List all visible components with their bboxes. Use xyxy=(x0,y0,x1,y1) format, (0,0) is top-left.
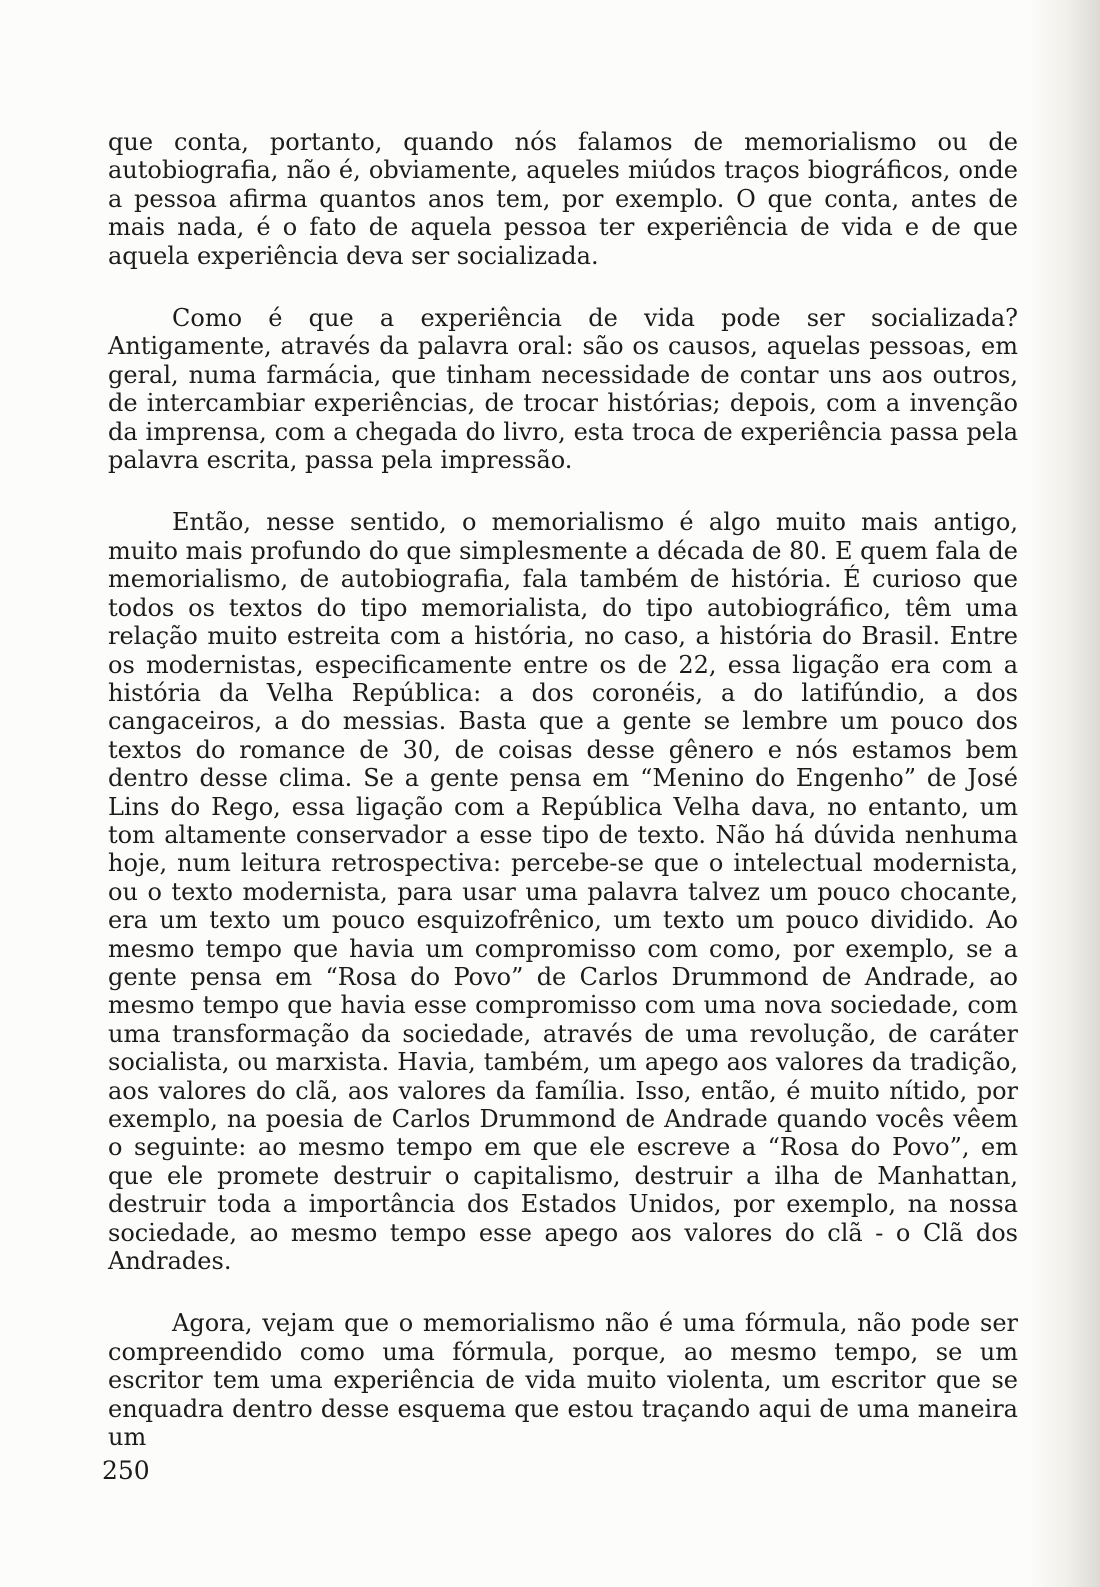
paragraph-4: Agora, vejam que o memorialismo não é uma fórmula, não pode ser compreendido como uma fórmula, porque, ao mesmo tempo, se um escritor tem uma experiência de vida muito violenta, um escritor que se enquadra dentro desse esquema que estou traçando aqui de uma maneira um xyxy=(108,1309,1018,1452)
paragraph-2: Como é que a experiência de vida pode ser socializada? Antigamente, através da palavra oral: são os causos, aquelas pessoas, em geral, numa farmácia, que tinham necessidade de contar uns aos outros, de intercambiar experiências, de trocar histórias; depois, com a invenção da imprensa, com a chegada do livro, esta troca de experiência passa pela palavra escrita, passa pela impressão. xyxy=(108,304,1018,475)
page-number: 250 xyxy=(102,1456,150,1485)
paragraph-1: que conta, portanto, quando nós falamos de memorialismo ou de autobiografia, não é, obviamente, aqueles miúdos traços biográficos, onde a pessoa afirma quantos anos tem, por exemplo. O que conta, antes de mais nada, é o fato de aquela pessoa ter experiência de vida e de que aquela experiência deva ser socializada. xyxy=(108,128,1018,270)
page-edge-shadow xyxy=(1030,0,1100,1587)
body-text xyxy=(108,128,1018,1485)
paragraph-3: Então, nesse sentido, o memorialismo é algo muito mais antigo, muito mais profundo do que simplesmente a década de 80. E quem fala de memorialismo, de autobiografia, fala também de história. É curioso que todos os textos do tipo memorialista, do tipo autobiográfico, têm uma relação muito estreita com a história, no caso, a história do Brasil. Entre os modernistas, especificamente entre os de 22, essa ligação era com a história da Velha República: a dos coronéis, a do latifúndio, a dos cangaceiros, a do messias. Basta que a gente se lembre um pouco dos textos do romance de 30, de coisas desse gênero e nós estamos bem dentro desse clima. Se a gente pensa em “Menino do Engenho” de José Lins do Rego, essa ligação com a República Velha dava, no entanto, um tom altamente conservador a esse tipo de texto. Não há dúvida nenhuma hoje, num leitura retrospectiva: percebe-se que o intelectual modernista, ou o texto modernista, para usar uma palavra talvez um pouco chocante, era um texto um pouco esquizofrênico, um texto um pouco dividido. Ao mesmo tempo que havia um compromisso com como, por exemplo, se a gente pensa em “Rosa do Povo” de Carlos Drummond de Andrade, ao mesmo tempo que havia esse compromisso com uma nova sociedade, com uma transformação da sociedade, através de uma revolução, de caráter socialista, ou marxista. Havia, também, um apego aos valores da tradição, aos valores do clã, aos valores da família. Isso, então, é muito nítido, por exemplo, na poesia de Carlos Drummond de Andrade quando vocês vêem o seguinte: ao mesmo tempo em que ele escreve a “Rosa do Povo”, em que ele promete destruir o capitalismo, destruir a ilha de Manhattan, destruir toda a importância dos Estados Unidos, por exemplo, na nossa sociedade, ao mesmo tempo esse apego aos valores do clã - o Clã dos Andrades. xyxy=(108,508,1018,1276)
